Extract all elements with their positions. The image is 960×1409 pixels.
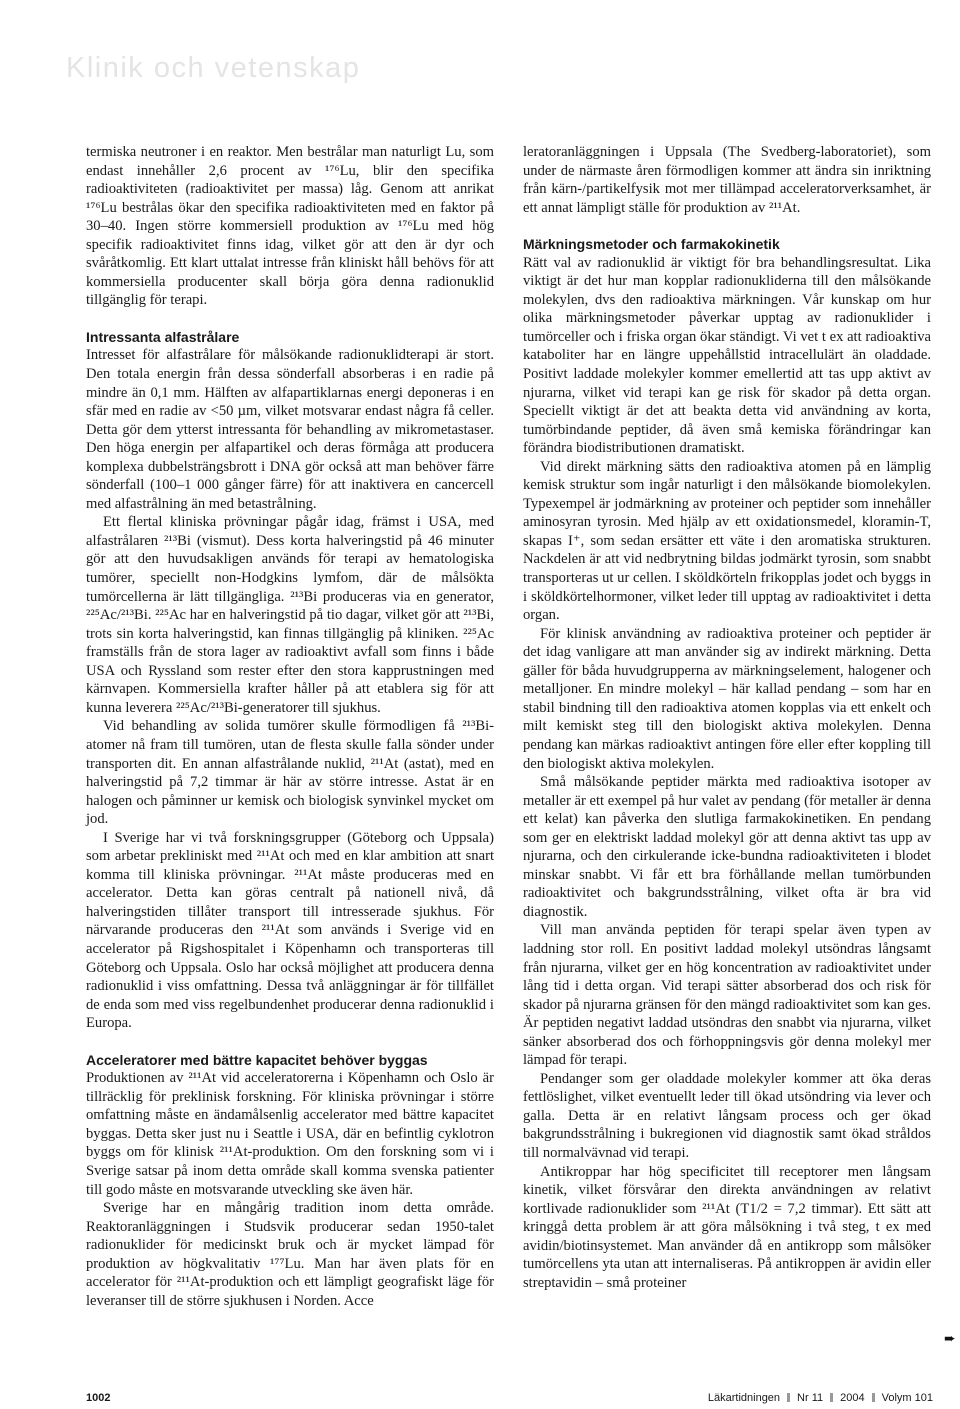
section-heading: Intressanta alfastrålare: [86, 328, 240, 345]
section-header: Klinik och vetenskap: [66, 52, 361, 84]
separator: [872, 1393, 875, 1402]
paragraph: termiska neutroner i en reaktor. Men bestrålar man naturligt Lu, som endast innehåller 2,6 procent av ¹⁷⁶Lu, blir den specifika radioaktiviteten (radioaktivitet per massa) låg. Genom att anrikat ¹⁷⁶Lu bestrålas ökar den specifika radioaktiviteten med en faktor på 30–40. Ingen större kommersiell produktion av ¹⁷⁶Lu med hög specifik radioaktivitet finns idag, vilket gör att den är dyr och svåråtkomlig. Ett klart uttalat intresse från kliniskt håll behövs för att kommersiella producenter skall börja göra denna radionuklid tillgänglig för terapi.: [86, 144, 494, 309]
journal-info: [708, 1392, 933, 1404]
paragraph: I Sverige har vi två forskningsgrupper (Göteborg och Uppsala) som arbetar prekliniskt med ²¹¹At och med en klar ambition att snart komma till kliniska prövningar. ²¹¹At måste produceras med en accelerator. Detta kan göras centralt på nationell nivå, då halveringstiden tillåter transport till intresserade sjukhus. För närvarande produceras den ²¹¹At som används i Sverige vid en accelerator på Rigshospitalet i Köpenhamn och transporteras till Göteborg och Uppsala. Oslo har också möjlighet att producera denna radionuklid i viss omfattning. Dessa två anläggningar är för tillfället de enda som med viss regelbundenhet producerar denna radionuklid i Europa.: [86, 829, 494, 1032]
section-heading: Märkningsmetoder och farmakokinetik: [523, 236, 780, 253]
year: 2004: [840, 1392, 865, 1404]
paragraph: Vid direkt märkning sätts den radioaktiva atomen på en lämplig kemisk struktur som ingår naturligt i den målsökande biomolekylen. Typexempel är jodmärkning av proteiner och peptider som innehåller aminosyran tyrosin. Med hjälp av ett oxidationsmedel, kloramin-T, skapas I⁺, som sedan ersätter ett väte i den aromatiska strukturen. Nackdelen är att vid nedbrytning bildas jodmärkt tyrosin, som snabbt transporteras ut ur cellen. I sköldkörteln frikopplas jodet och byggs in i sköldkörtelhormoner, vilket leder till upptag av radioaktivitet i detta organ.: [523, 458, 931, 624]
separator: [787, 1393, 790, 1402]
paragraph: Ett flertal kliniska prövningar pågår idag, främst i USA, med alfastrålaren ²¹³Bi (vismut). Dess korta halveringstid på 46 minuter gör att den huvudsakligen används för terapi av hematologiska tumörer, speciellt non-Hodgkins lymfom, där de målsökta tumörcellerna är lätt tillgängliga. ²¹³Bi produceras via en generator, ²²⁵Ac/²¹³Bi. ²²⁵Ac har en halveringstid på tio dagar, vilket gör att ²¹³Bi, trots sin korta halveringstid, kan finnas tillgänglig på kliniken. ²²⁵Ac framställs från de stora lager av radioaktivt avfall som finns i både USA och Ryssland som rester efter den stora kapprustningen med kärnvapen. Kommersiella krafter håller på att etablera sig för att kunna leverera ²²⁵Ac/²¹³Bi-generatorer till sjukhus.: [86, 514, 494, 716]
paragraph: Vid behandling av solida tumörer skulle förmodligen få ²¹³Bi-atomer nå fram till tumören, utan de flesta skulle falla sönder under transporten dit. En annan alfastrålande nuklid, ²¹¹At (astat), med en halveringstid på 7,2 timmar är här av större intresse. Astat är en halogen och påminner ur kemisk och biologisk synvinkel mycket om jod.: [86, 718, 494, 828]
volume: Volym 101: [881, 1392, 933, 1404]
paragraph: Sverige har en mångårig tradition inom detta område. Reaktoranläggningen i Studsvik producerar sedan 1950-talet radionuklider för medicinskt bruk och är mycket lämpad för produktion av högkvalitativ ¹⁷⁷Lu. Man har även plats för en accelerator för ²¹¹At-produktion och ett lämpligt geografiskt läge för leveranser till de större sjukhusen i Norden. Acce: [86, 1200, 494, 1309]
section-heading: Acceleratorer med bättre kapacitet behöver byggas: [86, 1051, 428, 1068]
paragraph: Intresset för alfastrålare för målsökande radionuklidterapi är stort. Den totala energin från dessa sönderfall absorberas i en radie på mindre än 0,1 mm. Hälften av alfapartiklarnas energi deponeras i en sfär med en radie av <50 µm, vilket motsvarar endast några få celler. Detta gör dem ytterst intressanta för behandling av mikrometastaser. Den höga energin per alfapartikel och deras förmåga att producera komplexa dubbelsträngsbrott i DNA gör också att man behöver färre sönderfall (100–1 000 gånger färre) för att inaktivera en cancercell med alfastrålning än med betastrålning.: [86, 347, 494, 512]
paragraph: Produktionen av ²¹¹At vid acceleratorerna i Köpenhamn och Oslo är tillräcklig för preklinisk forskning. För kliniska prövningar i större omfattning måste en ändamålsenlig accelerator med bättre kapacitet byggas. Detta sker just nu i Seattle i USA, där en befintlig cyklotron byggs om för klinisk ²¹¹At-produktion. Om den forskning som vi i Sverige satsar på inom detta område skall komma svenska patienter till godo måste en motsvarande utveckling ske även här.: [86, 1070, 494, 1198]
page-number: 1002: [86, 1392, 111, 1404]
issue-number: Nr 11: [797, 1392, 824, 1404]
paragraph: Antikroppar har hög specificitet till receptorer men långsam kinetik, vilket försvårar den direkta användningen av relativt kortlivade radionuklider som ²¹¹At (T1/2 = 7,2 timmar). Ett sätt att kringgå detta problem är att göra målsökning i två steg, t ex med avidin/biotinsystemet. Man använder då en antikropp som målsöker tumörcellens yta utan att internaliseras. På antikroppen är avidin eller streptavidin – små proteiner: [523, 1163, 931, 1291]
paragraph: leratoranläggningen i Uppsala (The Svedberg-laboratoriet), som under de närmaste åren förmodligen kommer att ändra sin inriktning från kärn-/partikelfysik mot mer tillämpad acceleratorverksamhet, är ett annat lämpligt ställe för produktion av ²¹¹At.: [523, 144, 931, 216]
paragraph: Små målsökande peptider märkta med radioaktiva isotoper av metaller är ett exempel på hur valet av pendang (för metaller är denna ett kelat) kan påverka den slutliga farmakokinetiken. En pendang som ger en elektriskt laddad molekyl gör att denna aktivt tas upp av njurarna, och den cirkulerande icke-bundna radioaktiviteten i blodet minskar snabbt. Vi får ett bra förhållande mellan tumörbunden radioaktivitet och bakgrundsstrålning, vilket ofta är bra vid diagnostik.: [523, 774, 931, 920]
left-column: [86, 143, 494, 1310]
journal-name: Läkartidningen: [707, 1392, 781, 1404]
paragraph: Rätt val av radionuklid är viktigt för bra behandlingsresultat. Lika viktigt är det hur man kopplar radionukliderna till den målsökande molekylen, dvs den radioaktiva märkningen. Vår kunskap om hur olika märkningsmetoder påverkar upptag av radionuklider i tumörceller och i friska organ ökar ständigt. Vi vet t ex att radioaktiva kataboliter har en längre uppehållstid intracellulärt än oladdade. Positivt laddade molekyler kommer emellertid att tas upp aktivt av njurarna, vilket vid terapi kan ge risk för skador på detta organ. Speciellt viktigt är det att beakta detta vid användning av korta, tumörbindande peptider, då även små kemiska förändringar kan förändra biodistributionen dramatiskt.: [523, 254, 931, 457]
separator: [830, 1393, 833, 1402]
continue-arrow-icon: ➨: [944, 1331, 956, 1347]
page-footer: [86, 1392, 933, 1406]
paragraph: Vill man använda peptiden för terapi spelar även typen av laddning stor roll. En positivt laddad molekyl utsöndras långsamt från njurarna, vilket ger en hög koncentration av radioaktivitet under lång tid i detta organ. Vid terapi sätter absorberad dos och risk för skador på njurarna gränsen för den mängd radioaktivitet som kan ges. Är peptiden negativt laddad utsöndras den snabbt via njurarna, vilket sänker absorberad dos och förhoppningsvis gör denna molekyl mer lämpad för terapi.: [523, 922, 931, 1069]
paragraph: För klinisk användning av radioaktiva proteiner och peptider är det idag vanligare att man använder sig av indirekt märkning. Detta gäller för båda huvudgrupperna av märkningselement, halogener och metalljoner. En mindre molekyl – här kallad pendang – som har en stabil bindning till den radioaktiva atomen kopplas via ett enkelt och milt kemiskt steg till den biologiskt aktiva molekylen. Denna pendang kan märkas radioaktivt antingen före eller efter koppling till den biologiskt aktiva molekylen.: [523, 625, 931, 772]
paragraph: Pendanger som ger oladdade molekyler kommer att öka deras fettlöslighet, vilket eventuellt leder till ökad utsöndring via lever och galla. Detta är en relativt långsam process och ger ökad bakgrundsstrålning i bukregionen vid diagnostik samt ökad stråldos till normalvävnad vid terapi.: [523, 1070, 931, 1161]
right-column: [523, 143, 931, 1292]
